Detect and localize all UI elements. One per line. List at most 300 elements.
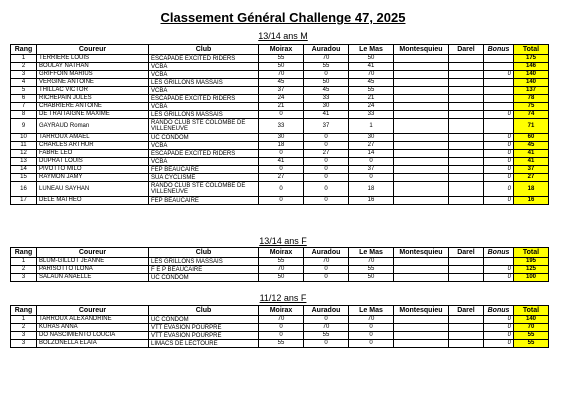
cell-montesquieu <box>394 134 449 142</box>
cell-lemas: 33 <box>349 111 394 119</box>
cell-coureur: DE TRAITAIGNE MAXIME <box>37 111 149 119</box>
header-club: Club <box>149 306 259 316</box>
cell-montesquieu <box>394 316 449 324</box>
cell-moirax: 30 <box>259 134 304 142</box>
cell-coureur: BLUM-GILLOT JEANNE <box>37 258 149 266</box>
cell-club: VCBA <box>149 142 259 150</box>
cell-auradou: 27 <box>304 150 349 158</box>
header-row <box>11 45 549 55</box>
header-coureur: Coureur <box>37 45 149 55</box>
header-club: Club <box>149 45 259 55</box>
cell-rang: 3 <box>11 274 37 282</box>
cell-lemas: 0 <box>349 340 394 348</box>
cell-auradou: 0 <box>304 316 349 324</box>
cell-lemas: 1 <box>349 119 394 134</box>
cell-moirax: 0 <box>259 197 304 205</box>
cell-lemas: 16 <box>349 197 394 205</box>
cell-montesquieu <box>394 274 449 282</box>
cell-montesquieu <box>394 182 449 197</box>
header-lemas: Le Mas <box>349 306 394 316</box>
cell-rang: 9 <box>11 119 37 134</box>
cell-montesquieu <box>394 95 449 103</box>
cell-club: VCBA <box>149 63 259 71</box>
cell-club: ESCAPADE EXCITED RIDERS <box>149 150 259 158</box>
cell-coureur: GRIFFOIN MARIUS <box>37 71 149 79</box>
cell-darel <box>449 324 484 332</box>
header-rang: Rang <box>11 306 37 316</box>
table-row <box>11 87 549 95</box>
cell-coureur: BOLZONELLA ELAIA <box>37 340 149 348</box>
table-row <box>11 182 549 197</box>
cell-auradou: 45 <box>304 87 349 95</box>
cell-rang: 3 <box>11 332 37 340</box>
cell-darel <box>449 134 484 142</box>
cell-montesquieu <box>394 340 449 348</box>
cell-coureur: LUNEAU SAYHAN <box>37 182 149 197</box>
cell-total: 125 <box>514 266 549 274</box>
cell-bonus <box>484 63 514 71</box>
header-club: Club <box>149 248 259 258</box>
header-montesquieu: Montesquieu <box>394 306 449 316</box>
cell-coureur: THILLAC VICTOR <box>37 87 149 95</box>
cell-bonus: 0 <box>484 174 514 182</box>
cell-moirax: 55 <box>259 258 304 266</box>
cell-lemas: 0 <box>349 174 394 182</box>
cell-darel <box>449 274 484 282</box>
header-lemas: Le Mas <box>349 248 394 258</box>
cell-auradou: 33 <box>304 95 349 103</box>
cell-coureur: RICHEPAIN JULES <box>37 95 149 103</box>
cell-total: 55 <box>514 332 549 340</box>
cell-bonus <box>484 55 514 63</box>
table-row <box>11 79 549 87</box>
cell-total: 175 <box>514 55 549 63</box>
table-row <box>11 166 549 174</box>
cell-moirax: 50 <box>259 63 304 71</box>
cell-auradou: 0 <box>304 134 349 142</box>
cell-coureur: KURAS ANNA <box>37 324 149 332</box>
cell-club: LIMACS DE LECTOURE <box>149 340 259 348</box>
cell-darel <box>449 150 484 158</box>
cell-auradou: 0 <box>304 174 349 182</box>
cell-rang: 2 <box>11 266 37 274</box>
cell-rang: 7 <box>11 103 37 111</box>
cell-montesquieu <box>394 79 449 87</box>
cell-auradou: 0 <box>304 197 349 205</box>
cell-bonus: 0 <box>484 111 514 119</box>
header-total: Total <box>514 45 549 55</box>
header-montesquieu: Montesquieu <box>394 45 449 55</box>
cell-auradou: 0 <box>304 158 349 166</box>
cell-montesquieu <box>394 174 449 182</box>
cell-total: 78 <box>514 95 549 103</box>
cell-bonus: 0 <box>484 71 514 79</box>
cell-lemas: 0 <box>349 158 394 166</box>
cell-bonus: 0 <box>484 332 514 340</box>
cell-bonus <box>484 258 514 266</box>
cell-total: 140 <box>514 79 549 87</box>
cell-auradou: 70 <box>304 55 349 63</box>
cell-total: 55 <box>514 340 549 348</box>
cell-bonus <box>484 103 514 111</box>
cell-lemas: 21 <box>349 95 394 103</box>
cell-bonus: 0 <box>484 158 514 166</box>
cell-montesquieu <box>394 332 449 340</box>
cell-auradou: 55 <box>304 332 349 340</box>
cell-montesquieu <box>394 324 449 332</box>
cell-total: 74 <box>514 111 549 119</box>
cell-darel <box>449 332 484 340</box>
results-table <box>10 247 549 282</box>
cell-moirax: 41 <box>259 158 304 166</box>
cell-montesquieu <box>394 87 449 95</box>
cell-bonus: 0 <box>484 142 514 150</box>
cell-total: 140 <box>514 316 549 324</box>
cell-moirax: 55 <box>259 340 304 348</box>
cell-total: 137 <box>514 87 549 95</box>
cell-club: LES GRILLONS MASSAIS <box>149 79 259 87</box>
cell-lemas: 41 <box>349 63 394 71</box>
cell-montesquieu <box>394 258 449 266</box>
cell-darel <box>449 87 484 95</box>
cell-rang: 5 <box>11 87 37 95</box>
cell-darel <box>449 174 484 182</box>
table-row <box>11 340 549 348</box>
cell-rang: 17 <box>11 197 37 205</box>
cell-darel <box>449 71 484 79</box>
header-row <box>11 306 549 316</box>
cell-club: F E P BEAUCAIRE <box>149 266 259 274</box>
cell-coureur: BOULAY NATHAN <box>37 63 149 71</box>
cell-auradou: 0 <box>304 340 349 348</box>
cell-total: 71 <box>514 119 549 134</box>
cell-moirax: 50 <box>259 274 304 282</box>
cell-total: 75 <box>514 103 549 111</box>
cell-club: VCBA <box>149 103 259 111</box>
cell-coureur: RAYMON JAMY <box>37 174 149 182</box>
cell-rang: 1 <box>11 316 37 324</box>
cell-total: 140 <box>514 71 549 79</box>
cell-auradou: 30 <box>304 103 349 111</box>
header-row <box>11 248 549 258</box>
cell-auradou: 0 <box>304 166 349 174</box>
cell-coureur: PIVOTTO MILO <box>37 166 149 174</box>
cell-montesquieu <box>394 63 449 71</box>
cell-bonus <box>484 87 514 95</box>
cell-lemas: 27 <box>349 142 394 150</box>
cell-rang: 11 <box>11 142 37 150</box>
results-table <box>10 305 549 348</box>
cell-montesquieu <box>394 119 449 134</box>
cell-darel <box>449 142 484 150</box>
table-row <box>11 111 549 119</box>
header-bonus: Bonus <box>484 248 514 258</box>
table-row <box>11 71 549 79</box>
cell-moirax: 0 <box>259 111 304 119</box>
header-moirax: Moirax <box>259 306 304 316</box>
cell-club: VTT EVASION POURPRE <box>149 324 259 332</box>
table-row <box>11 134 549 142</box>
cell-moirax: 18 <box>259 142 304 150</box>
cell-lemas: 70 <box>349 258 394 266</box>
section-title: 11/12 ans F <box>259 293 307 303</box>
cell-total: 60 <box>514 134 549 142</box>
table-row <box>11 197 549 205</box>
cell-coureur: SALAUN ANAELLE <box>37 274 149 282</box>
cell-total: 37 <box>514 166 549 174</box>
cell-lemas: 0 <box>349 332 394 340</box>
cell-total: 27 <box>514 174 549 182</box>
cell-darel <box>449 95 484 103</box>
cell-moirax: 0 <box>259 182 304 197</box>
table-row <box>11 266 549 274</box>
cell-bonus: 0 <box>484 266 514 274</box>
header-bonus: Bonus <box>484 45 514 55</box>
header-lemas: Le Mas <box>349 45 394 55</box>
table-row <box>11 63 549 71</box>
cell-darel <box>449 63 484 71</box>
cell-auradou: 0 <box>304 266 349 274</box>
table-row <box>11 119 549 134</box>
cell-montesquieu <box>394 103 449 111</box>
cell-darel <box>449 103 484 111</box>
header-montesquieu: Montesquieu <box>394 248 449 258</box>
cell-total: 146 <box>514 63 549 71</box>
cell-club: VCBA <box>149 158 259 166</box>
cell-rang: 8 <box>11 111 37 119</box>
cell-total: 45 <box>514 142 549 150</box>
cell-bonus <box>484 95 514 103</box>
cell-auradou: 0 <box>304 142 349 150</box>
cell-darel <box>449 182 484 197</box>
cell-darel <box>449 158 484 166</box>
table-row <box>11 174 549 182</box>
header-bonus: Bonus <box>484 306 514 316</box>
header-moirax: Moirax <box>259 45 304 55</box>
cell-club: UC CONDOM <box>149 274 259 282</box>
cell-rang: 1 <box>11 55 37 63</box>
cell-darel <box>449 266 484 274</box>
cell-lemas: 14 <box>349 150 394 158</box>
cell-coureur: CHABRIERE ANTOINE <box>37 103 149 111</box>
cell-lemas: 55 <box>349 87 394 95</box>
header-rang: Rang <box>11 45 37 55</box>
cell-moirax: 33 <box>259 119 304 134</box>
table-row <box>11 55 549 63</box>
cell-rang: 2 <box>11 324 37 332</box>
table-row <box>11 274 549 282</box>
cell-lemas: 70 <box>349 316 394 324</box>
cell-moirax: 45 <box>259 79 304 87</box>
cell-rang: 10 <box>11 134 37 142</box>
cell-club: ESCAPADE EXCITED RIDERS <box>149 95 259 103</box>
cell-club: LES GRILLONS MASSAIS <box>149 258 259 266</box>
cell-montesquieu <box>394 150 449 158</box>
cell-coureur: GAYRAUD Roman <box>37 119 149 134</box>
cell-rang: 3 <box>11 340 37 348</box>
header-total: Total <box>514 306 549 316</box>
header-darel: Darel <box>449 45 484 55</box>
cell-auradou: 37 <box>304 119 349 134</box>
cell-rang: 13 <box>11 158 37 166</box>
cell-montesquieu <box>394 55 449 63</box>
cell-club: UC CONDOM <box>149 134 259 142</box>
cell-bonus: 0 <box>484 340 514 348</box>
cell-auradou: 70 <box>304 258 349 266</box>
cell-bonus: 0 <box>484 324 514 332</box>
cell-lemas: 30 <box>349 134 394 142</box>
cell-coureur: DELE MATHEO <box>37 197 149 205</box>
cell-coureur: VERGINE ANTOINE <box>37 79 149 87</box>
cell-bonus <box>484 79 514 87</box>
cell-club: LES GRILLONS MASSAIS <box>149 111 259 119</box>
cell-lemas: 0 <box>349 324 394 332</box>
results-table <box>10 44 549 205</box>
cell-darel <box>449 55 484 63</box>
cell-rang: 6 <box>11 95 37 103</box>
section-title: 13/14 ans F <box>259 236 307 246</box>
cell-coureur: TARROUX ALEXANDRINE <box>37 316 149 324</box>
cell-club: VCBA <box>149 71 259 79</box>
cell-bonus: 0 <box>484 274 514 282</box>
cell-coureur: TERRIERE LOUIS <box>37 55 149 63</box>
header-total: Total <box>514 248 549 258</box>
cell-moirax: 70 <box>259 71 304 79</box>
cell-club: RANDO CLUB STE COLOMBE DE VILLENEUVE <box>149 182 259 197</box>
cell-rang: 3 <box>11 71 37 79</box>
cell-darel <box>449 316 484 324</box>
header-darel: Darel <box>449 306 484 316</box>
cell-moirax: 27 <box>259 174 304 182</box>
table-row <box>11 258 549 266</box>
table-row <box>11 150 549 158</box>
cell-total: 195 <box>514 258 549 266</box>
cell-rang: 15 <box>11 174 37 182</box>
cell-bonus: 0 <box>484 182 514 197</box>
cell-moirax: 0 <box>259 166 304 174</box>
header-rang: Rang <box>11 248 37 258</box>
cell-total: 41 <box>514 158 549 166</box>
cell-montesquieu <box>394 71 449 79</box>
section-title: 13/14 ans M <box>258 31 308 41</box>
cell-total: 70 <box>514 324 549 332</box>
cell-bonus: 0 <box>484 197 514 205</box>
cell-rang: 14 <box>11 166 37 174</box>
table-row <box>11 95 549 103</box>
cell-coureur: DO NASCIMIENTO LOUCIA <box>37 332 149 340</box>
header-auradou: Auradou <box>304 306 349 316</box>
cell-auradou: 0 <box>304 71 349 79</box>
cell-moirax: 55 <box>259 55 304 63</box>
table-row <box>11 332 549 340</box>
cell-club: ESCAPADE EXCITED RIDERS <box>149 55 259 63</box>
cell-lemas: 50 <box>349 55 394 63</box>
cell-moirax: 0 <box>259 324 304 332</box>
cell-rang: 16 <box>11 182 37 197</box>
cell-rang: 1 <box>11 258 37 266</box>
cell-lemas: 70 <box>349 71 394 79</box>
cell-coureur: DUPRAT LOUIS <box>37 158 149 166</box>
cell-lemas: 50 <box>349 274 394 282</box>
header-auradou: Auradou <box>304 45 349 55</box>
table-row <box>11 158 549 166</box>
cell-coureur: CHARLES ARTHUR <box>37 142 149 150</box>
table-row <box>11 324 549 332</box>
cell-montesquieu <box>394 197 449 205</box>
cell-darel <box>449 258 484 266</box>
cell-bonus: 0 <box>484 316 514 324</box>
cell-moirax: 0 <box>259 332 304 340</box>
cell-moirax: 70 <box>259 316 304 324</box>
cell-lemas: 24 <box>349 103 394 111</box>
cell-moirax: 21 <box>259 103 304 111</box>
cell-lemas: 45 <box>349 79 394 87</box>
cell-auradou: 70 <box>304 324 349 332</box>
cell-lemas: 37 <box>349 166 394 174</box>
cell-total: 100 <box>514 274 549 282</box>
cell-darel <box>449 340 484 348</box>
header-auradou: Auradou <box>304 248 349 258</box>
cell-total: 18 <box>514 182 549 197</box>
table-row <box>11 316 549 324</box>
cell-montesquieu <box>394 111 449 119</box>
cell-club: SUA CYCLISME <box>149 174 259 182</box>
cell-moirax: 37 <box>259 87 304 95</box>
cell-lemas: 18 <box>349 182 394 197</box>
header-coureur: Coureur <box>37 306 149 316</box>
cell-rang: 12 <box>11 150 37 158</box>
cell-montesquieu <box>394 166 449 174</box>
cell-club: FEP BEAUCAIRE <box>149 166 259 174</box>
cell-bonus: 0 <box>484 150 514 158</box>
cell-montesquieu <box>394 266 449 274</box>
cell-bonus: 0 <box>484 134 514 142</box>
cell-montesquieu <box>394 142 449 150</box>
cell-moirax: 24 <box>259 95 304 103</box>
header-coureur: Coureur <box>37 248 149 258</box>
cell-auradou: 0 <box>304 274 349 282</box>
cell-rang: 2 <box>11 63 37 71</box>
cell-moirax: 70 <box>259 266 304 274</box>
cell-auradou: 41 <box>304 111 349 119</box>
cell-darel <box>449 119 484 134</box>
cell-coureur: PARISOTTO ILONA <box>37 266 149 274</box>
cell-bonus <box>484 119 514 134</box>
cell-darel <box>449 166 484 174</box>
header-darel: Darel <box>449 248 484 258</box>
cell-montesquieu <box>394 158 449 166</box>
table-row <box>11 142 549 150</box>
cell-moirax: 0 <box>259 150 304 158</box>
table-row <box>11 103 549 111</box>
cell-lemas: 55 <box>349 266 394 274</box>
cell-bonus: 0 <box>484 166 514 174</box>
cell-club: VCBA <box>149 87 259 95</box>
cell-auradou: 50 <box>304 79 349 87</box>
page-title: Classement Général Challenge 47, 2025 <box>160 10 406 25</box>
header-moirax: Moirax <box>259 248 304 258</box>
cell-club: RANDO CLUB STE COLOMBE DE VILLENEUVE <box>149 119 259 134</box>
cell-coureur: FABRE LEO <box>37 150 149 158</box>
cell-coureur: TARROUX AMAEL <box>37 134 149 142</box>
cell-rang: 4 <box>11 79 37 87</box>
cell-total: 41 <box>514 150 549 158</box>
cell-total: 16 <box>514 197 549 205</box>
cell-auradou: 55 <box>304 63 349 71</box>
cell-darel <box>449 79 484 87</box>
cell-club: FEP BEAUCAIRE <box>149 197 259 205</box>
cell-club: VTT EVASION POURPRE <box>149 332 259 340</box>
